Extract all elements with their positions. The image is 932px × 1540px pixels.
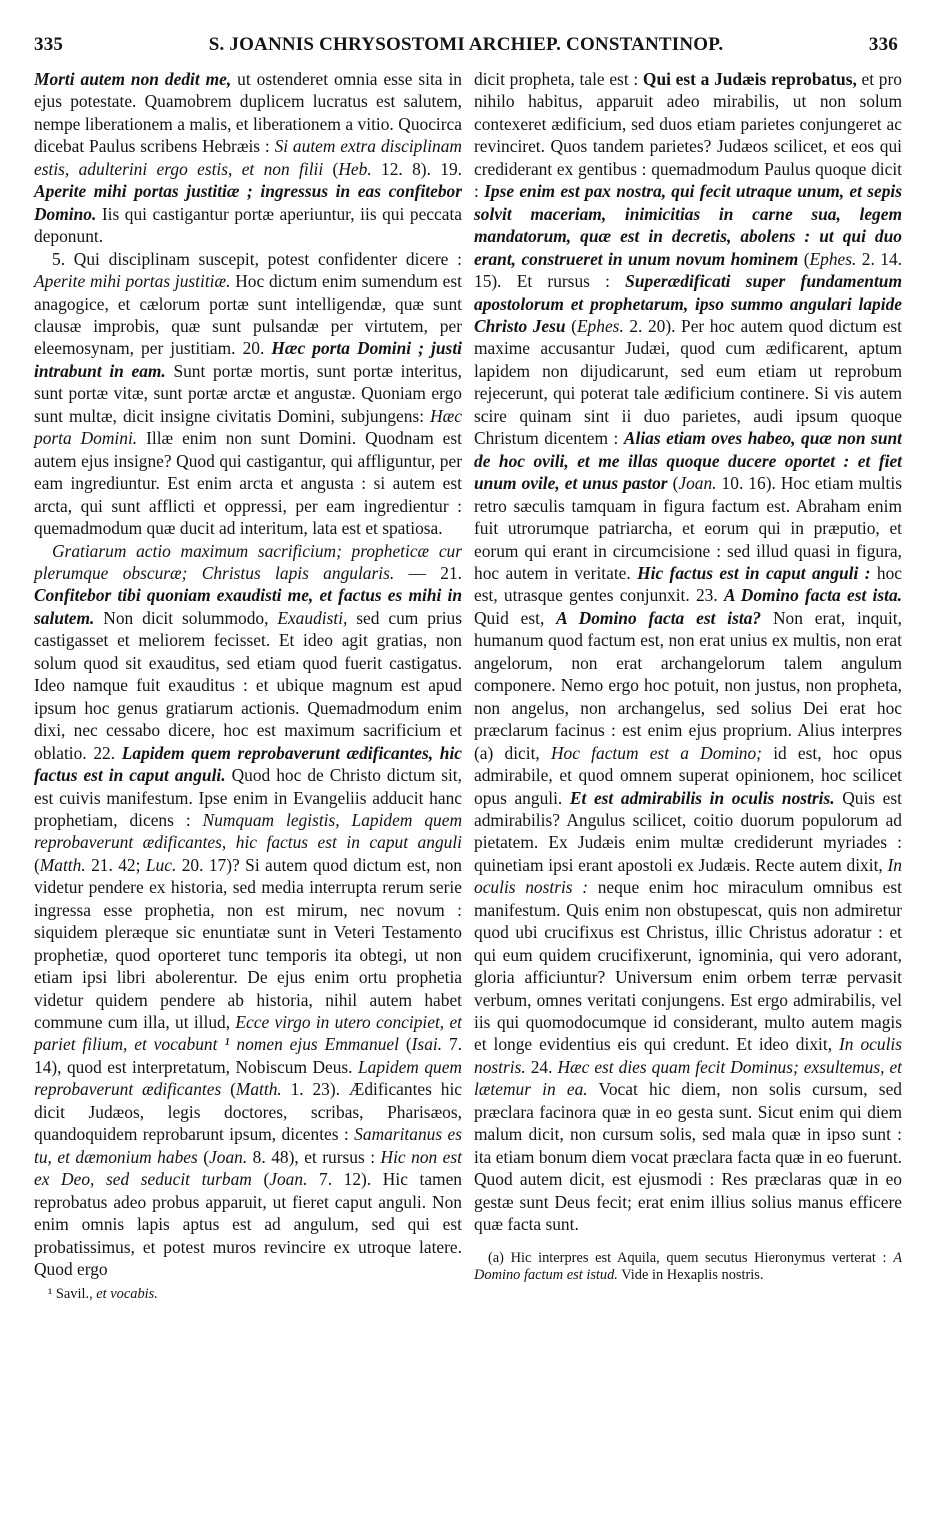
text-run: A Domino facta est ista. xyxy=(723,585,902,606)
text-run: Aperite mihi portas justitiæ. xyxy=(34,271,231,292)
text-run: Si autem extra disciplinam estis, adulterini ergo estis, et non filii xyxy=(34,136,462,179)
text-run: Hæc porta Domini ; justi intrabunt in eam. xyxy=(34,338,462,381)
text-run: Joan. xyxy=(269,1169,308,1190)
text-run: Quis est admirabilis? Angulus scilicet, coitio duorum populorum ad pietatem. Ex Judæis enim multæ crediderunt myriades : quinetiam ipsi erant apostoli ex Judæis. Recte autem dixit, xyxy=(474,787,902,875)
text-run: Ephes. xyxy=(576,315,624,336)
text-run: Isai. xyxy=(411,1034,443,1055)
text-run: Joan. xyxy=(678,473,717,494)
text-run: Lapidem quem reprobaverunt ædificantes xyxy=(34,1056,462,1100)
footnote xyxy=(474,1250,902,1284)
text-run: sed cum prius castigasset et meliorem fecisset. Et ideo agit gratias, non solum quod sit exauditus, sed etiam quod fuerit castigatus. Ideo namque fuit exauditus : et ubique magnum est apud ipsum hoc genus gratiarum actionis. Quemadmodum enim dixi, nec cessabo dicere, hoc est maximum sacrificium et oblatio. 22. xyxy=(34,607,462,763)
left-page-number: 335 xyxy=(34,34,64,55)
text-run: Non erat, inquit, humanum quod factum est, non erat unius ex multis, non erat angelorum, non erat archangelorum talem angulum componere. Nemo ergo hoc potuit, non justus, non propheta, non angelus, non archangelus, sed solius Dei erat hoc præclarum facinus : est enim ejus proprium. Alius interpres (a) dicit, xyxy=(474,607,902,763)
text-run: dicit propheta, tale est : xyxy=(474,69,643,89)
text-run: 5. Qui disciplinam suscepit, potest confidenter dicere : xyxy=(52,248,462,269)
text-run: 10. 16). Hoc etiam multis retro sæculis tamquam in figura factum est. Abraham enim fuit utrorumque patriarcha, et eorum qui in præputio, et eorum qui erant in circumcisione : sed illud quasi in figura, hoc autem in veritate. xyxy=(474,473,902,583)
text-run: Non dicit solummodo, xyxy=(94,607,278,628)
text-run: ( xyxy=(323,158,339,179)
text-run: ( xyxy=(197,1146,210,1167)
text-run: Morti autem non dedit me, xyxy=(34,69,232,89)
text-run: 12. 8). 19. xyxy=(371,158,463,179)
text-run: Hæc porta Domini. xyxy=(34,405,462,449)
text-run: Samaritanus es tu, et dæmonium habes xyxy=(34,1124,462,1167)
text-run: Hæc est dies quam fecit Dominus; exsultemus, et lætemur in ea. xyxy=(474,1056,902,1100)
text-run: 7. 14), quod est interpretatum, Nobiscum Deus. xyxy=(34,1034,463,1077)
right-paragraph xyxy=(474,68,902,1236)
text-run: 2. 14. 15). Et rursus : xyxy=(474,248,902,292)
text-run: Ephes. xyxy=(809,248,857,269)
text-run: Matth. xyxy=(235,1079,282,1100)
text-run: ¹ Savil., xyxy=(48,1286,97,1303)
text-run: Gratiarum actio maximum sacrificium; propheticæ cur plerumque obscuræ; Christus lapis angularis. xyxy=(34,540,462,583)
text-run: 21. 42; xyxy=(85,854,146,875)
text-run: A Domino factum est istud. xyxy=(474,1249,902,1283)
text-run: Hic factus est in caput anguli : xyxy=(637,562,871,583)
text-run: (a) Hic interpres est Aquila, quem secutus Hieronymus verterat : xyxy=(488,1249,894,1266)
text-run: ( xyxy=(221,1079,236,1100)
text-run: Et est admirabilis in oculis nostris. xyxy=(569,787,835,808)
text-run: 8. 48), et rursus : xyxy=(247,1146,381,1167)
text-run: Luc. xyxy=(145,854,177,875)
text-run: ( xyxy=(565,315,577,336)
text-run: Ipse enim est pax nostra, qui fecit utraque unum, et sepis solvit maceriam, inimicitias in carne sua, legem mandatorum, quæ est in decretis, abolens : ut qui duo erant, construeret in unum novum hominem xyxy=(474,181,902,269)
text-run: Matth. xyxy=(39,854,86,875)
left-column xyxy=(34,68,462,1303)
text-run: Hoc factum est a Domino; xyxy=(550,742,762,763)
text-run: 20. 17)? Si autem quod dictum est, non videtur pendere ex historia, sed media interrupta rerum serie ingressa esse prophetia, non est mirum, nec novum : siquidem pleræque sic enuntiatæ sunt in Veteri Testamento prophetiæ, quod oporteret tunc temporis ita obtegi, ut non etiam ipsi libri abolerentur. De ejus enim ortu prophetia videtur quidem pendere ab historia, nihil autem habet commune cum illa, ut illud, xyxy=(34,854,462,1033)
right-column xyxy=(474,68,902,1284)
text-run: Lapidem quem reprobaverunt ædificantes, hic factus est in caput anguli. xyxy=(34,742,462,786)
text-run: Superædificati super fundamentum apostolorum et prophetarum, ipso summo angulari lapide Christo Jesu xyxy=(474,271,902,336)
text-run: Joan. xyxy=(209,1146,248,1167)
text-run: 2. 20). Per hoc autem quod dictum est maxime accusantur Judæi, quod cum ædificarent, aptum lapidem non dijudicarunt, sed eum etiam ut reprobum rejecerunt, qui poterat tale ædificium continere. Si vis autem scire quinam sint ii duo parietes, audi ipsum quoque Christum dicentem : xyxy=(474,315,902,449)
text-run: Illæ enim non sunt Domini. Quodnam est autem ejus insigne? Quod qui castigantur, qui affliguntur, per eam ingrediuntur. Est enim arcta et angusta : si autem est arcta, qui sunt afflicti et oppressi, per eam ingredientur : quemadmodum quæ ducit ad interitum, lata est et spatiosa. xyxy=(34,428,462,539)
text-run: Aperite mihi portas justitiæ ; ingressus in eas confitebor Domino. xyxy=(34,181,462,224)
footnote-separator xyxy=(474,1236,902,1250)
text-run: Quid est, xyxy=(474,607,557,628)
text-run: ( xyxy=(398,1034,412,1055)
left-paragraph xyxy=(34,248,462,540)
text-run: Heb. xyxy=(338,158,372,179)
text-run: — 21. xyxy=(394,562,462,583)
text-run: neque enim hoc miraculum omnibus est manifestum. Quis enim non obstupescat, quis non admiretur quod ubi crucifixus est Christus, illic Christus adoratur : et qui eum quidem crucifixerunt, ignominia, qui vero adorant, gloria afficiuntur? Universum enim orbem terræ pervasit verbum, omnes veritati conjungens. Est ergo admirabilis, vel iis qui quomodocumque id considerant, multo autem magis et longe evidentius eis qui credunt. Et ideo dixit, xyxy=(474,877,902,1055)
running-header xyxy=(34,34,898,64)
text-run: et pro nihilo habitus, apparuit adeo mirabilis, ut non solum contexeret ædificium, sed duos etiam parietes conjungeret ac revinciret. Quos tandem parietes? Judæos scilicet, et eos qui crediderant ex gentibus : quemadmodum Paulus quoque dicit : xyxy=(474,69,902,202)
text-run: et vocabis. xyxy=(96,1286,158,1303)
text-run: ( xyxy=(667,473,679,494)
text-run: Ecce virgo in utero concipiet, et pariet filium, et vocabunt ¹ nomen ejus Emmanuel xyxy=(34,1012,462,1055)
right-page-number: 336 xyxy=(868,34,898,55)
text-run: ( xyxy=(798,248,810,269)
left-paragraph xyxy=(34,68,462,248)
text-run: In oculis nostris : xyxy=(474,854,902,898)
text-run: Iis qui castigantur portæ aperiuntur, iis qui peccata deponunt. xyxy=(34,203,462,247)
text-run: ( xyxy=(34,854,40,875)
text-run: Alias etiam oves habeo, quæ non sunt de hoc ovili, et me illas quoque ducere oportet : et fiet unum ovile, et unus pastor xyxy=(474,428,902,494)
text-run: 1. 23). Ædificantes hic dicit Judæos, legis doctores, scribas, Pharisæos, quandoquidem reprobarunt ipsum, dicentes : xyxy=(34,1079,462,1145)
text-run: Hic non est ex Deo, sed seducit turbam xyxy=(34,1146,462,1190)
text-run: ( xyxy=(251,1169,270,1190)
text-run: Sunt portæ mortis, sunt portæ interitus, sunt portæ vitæ, sunt portæ arctæ et angustæ. Quoniam ergo sunt multæ, dicit insigne civitatis Domini, subjungens: xyxy=(34,360,462,426)
text-run: A Domino facta est ista? xyxy=(556,607,762,628)
text-run: id est, hoc opus admirabile, et quod omnem superat opinionem, hoc scilicet opus anguli. xyxy=(474,742,902,808)
text-run: Exaudisti, xyxy=(277,607,348,628)
text-run: Hoc dictum enim sumendum est anagogice, et cælorum portæ sunt intelligendæ, quæ sunt clausæ improbis, quæ sunt pulsandæ per virtutem, per eleemosynam, per justitiam. 20. xyxy=(34,271,462,359)
footnote xyxy=(34,1286,462,1303)
text-run: 24. xyxy=(525,1056,558,1077)
text-run: In oculis nostris. xyxy=(474,1034,903,1077)
text-run: ut ostenderet omnia esse sita in ejus potestate. Quamobrem duplicem lucratus est salutem, nempe liberationem a malis, et liberationem a vitio. Quocirca dicebat Paulus scribens Hebræis : xyxy=(34,69,462,157)
text-run: Vocat hic diem, non solis cursum, sed præclara facinora quæ in eo gesta sunt. Sicut enim qui diem malum dicit, non cursum solis, sed mala quæ in ipso sunt : ita etiam bonum diem vocat præclara facta quæ in eo fuerunt. Quod autem dicit, est ejusmodi : Res præclaras quæ in eo gestæ sunt Deus fecit; erat enim illius solius manus efficere quæ facta sunt. xyxy=(474,1079,902,1235)
text-run: Quod hoc de Christo dictum sit, est cuivis manifestum. Ipse enim in Evangeliis adducit hanc prophetiam, dicens : xyxy=(34,765,462,830)
running-title: S. JOANNIS CHRYSOSTOMI ARCHIEP. CONSTANTINOP. xyxy=(208,34,724,55)
text-run: Confitebor tibi quoniam exaudisti me, et factus es mihi in salutem. xyxy=(34,585,462,628)
text-run: Numquam legistis, Lapidem quem reprobaverunt ædificantes, hic factus est in caput anguli xyxy=(34,809,462,853)
text-run: Vide in Hexaplis nostris. xyxy=(617,1266,764,1283)
text-run: hoc est, utrasque gentes conjunxit. 23. xyxy=(474,562,902,606)
text-run: 7. 12). Hic tamen reprobatus adeo probus apparuit, ut fieret caput anguli. Non enim omnis lapis aptus est ad angulum, sed qui est probatissimus, et potest muros revincire ex utroque latere. Quod ergo xyxy=(34,1169,462,1280)
left-paragraph xyxy=(34,540,462,1281)
text-run: Qui est a Judæis reprobatus, xyxy=(642,69,857,89)
